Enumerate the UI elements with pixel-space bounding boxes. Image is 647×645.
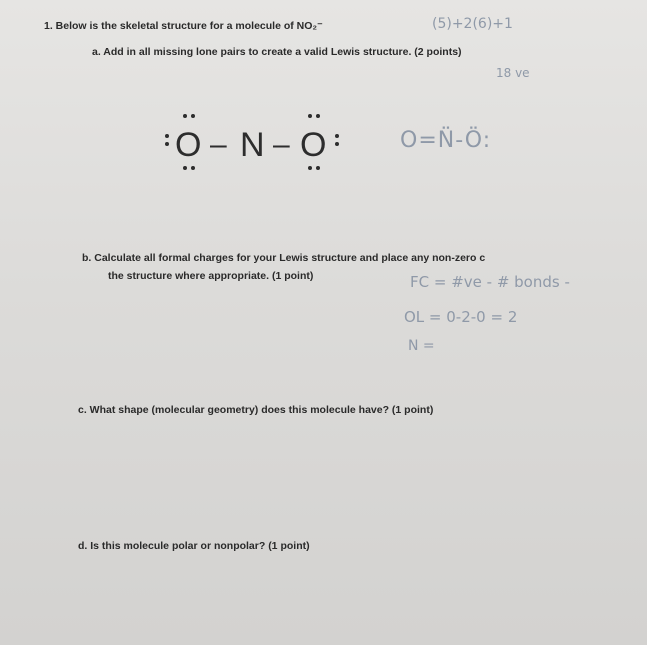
lewis-skeleton-structure [145, 108, 370, 183]
question-1b-text: b. Calculate all formal charges for your Lewis structure and place any non-zero c [82, 252, 486, 264]
question-1c-text: c. What shape (molecular geometry) does this molecule have? (1 point) [78, 404, 434, 416]
question-1d-text: d. Is this molecule polar or nonpolar? (1 point) [78, 540, 310, 552]
handwritten-formal-charge-nitrogen: N = [408, 338, 435, 354]
atom-oxygen-left: O [175, 126, 202, 164]
atom-nitrogen-center: N [240, 126, 265, 164]
handwritten-formal-charge-left-oxygen: OL = 0-2-0 = 2 [404, 308, 518, 326]
bond-right: – [273, 128, 290, 161]
bond-left: – [210, 128, 227, 161]
handwritten-valence-total: 18 ve [496, 66, 530, 80]
handwritten-electron-count: (5)+2(6)+1 [432, 16, 513, 32]
handwritten-formal-charge-formula: FC = #ve - # bonds - [410, 273, 570, 291]
atom-oxygen-right: O [300, 126, 327, 164]
question-1-text: 1. Below is the skeletal structure for a molecule of NO₂⁻ [44, 20, 323, 32]
question-1b-text-continued: the structure where appropriate. (1 point) [108, 270, 314, 282]
question-1a-text: a. Add in all missing lone pairs to create a valid Lewis structure. (2 points) [92, 46, 462, 58]
handwritten-lewis-structure: O=N̈-Ö: [400, 128, 492, 153]
